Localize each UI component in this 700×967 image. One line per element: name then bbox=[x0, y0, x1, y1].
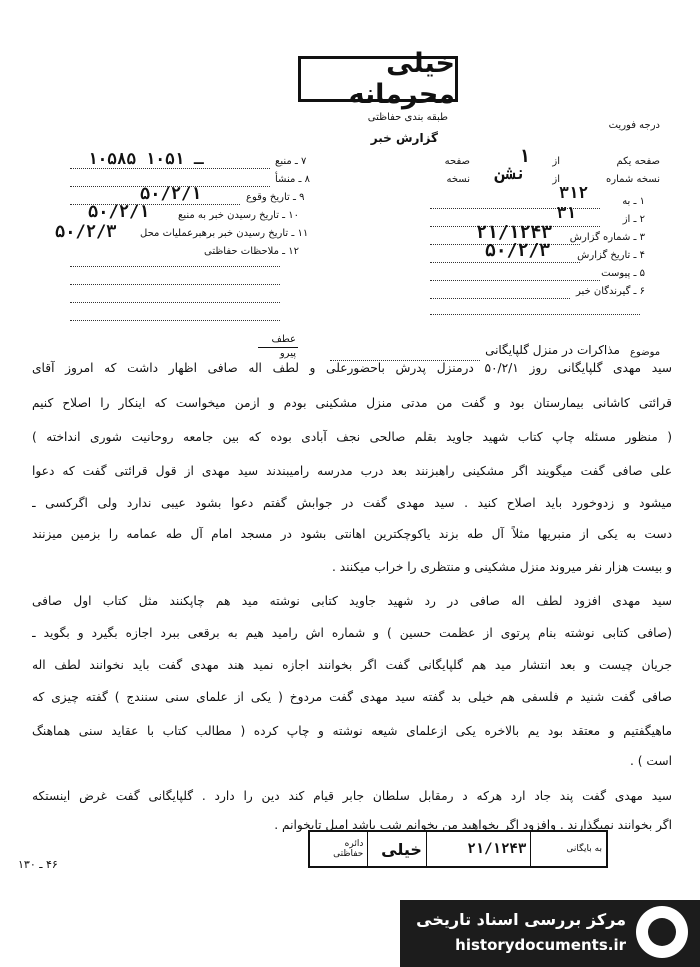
side-note-top: عطف bbox=[271, 334, 296, 345]
handwritten-to: ۳۱۲ bbox=[559, 183, 588, 202]
bottom-stamp bbox=[308, 830, 608, 868]
page-from: از bbox=[552, 156, 560, 167]
handwritten-page: ۱ bbox=[519, 146, 530, 167]
subject-text: مذاکرات در منزل گلپایگانی bbox=[485, 343, 620, 357]
classification-stamp: خیلی محرمانه bbox=[298, 56, 458, 102]
body-line: و بیست هزار نفر میروند منزل مشکینی و منتظری را خراب میکنند . bbox=[331, 560, 672, 574]
field-5-label: ۵ ـ پیوست bbox=[601, 268, 645, 279]
footer-org-name: مرکز بررسی اسناد تاریخی bbox=[416, 910, 626, 929]
handwritten-copy: نشن bbox=[495, 164, 526, 184]
handwritten-date-to-source: ۵۰/۲/۱ bbox=[88, 202, 150, 222]
report-title: گزارش خبر bbox=[370, 131, 438, 145]
field-8-label: ۸ ـ منشأ bbox=[275, 174, 311, 185]
body-line: سید مهدی افزود لطف اله صافی در رد شهید جاوید کتابی نوشته مید هم چاپکنند مثل کتاب اول صافی bbox=[32, 594, 672, 608]
handwritten-source: ۱۰۵۸۵ ـ ۱۰۵۱ bbox=[88, 149, 204, 168]
copy-from: از bbox=[552, 174, 560, 185]
field-7-label: ۷ ـ منبع bbox=[275, 156, 307, 167]
body-line: سید مهدی گلپایگانی روز ۵۰/۲/۱ درمنزل پدرش باحضورعلی و لطف اله صافی اظهار داشت که امروز آقای bbox=[32, 361, 672, 375]
handwritten-report-number: ۲۱/۱۲۴۳ bbox=[476, 222, 552, 243]
field-10-label: ۱۰ ـ تاریخ رسیدن خبر به منبع bbox=[178, 210, 300, 221]
field-2-label: ۲ ـ از bbox=[622, 214, 645, 225]
handwritten-occurrence-date: ۵۰/۲/۱ bbox=[140, 184, 202, 204]
field-12-label: ۱۲ ـ ملاحظات حفاظتی bbox=[204, 246, 299, 257]
archive-logo-icon bbox=[636, 906, 688, 958]
side-note-bottom: پیرو bbox=[279, 348, 296, 359]
page-sub: صفحه bbox=[444, 156, 470, 167]
footer-watermark bbox=[400, 900, 700, 967]
page-code: ۴۶ ـ ۱۳۰ bbox=[18, 858, 58, 871]
classification-label: طبقه بندی حفاظتی bbox=[367, 112, 448, 123]
body-line: است ) . bbox=[630, 754, 672, 768]
handwritten-from: ۳۱ bbox=[556, 203, 576, 222]
body-line: صافی گفت شنید م فلسفی هم خیلی بد گفته سید مهدی گفت مردوخ ( یکی از علمای سنی سنندج ) گفته چیزی که bbox=[32, 690, 672, 704]
page-label: صفحه یکم bbox=[616, 156, 660, 167]
bottom-stamp-sublabel: دائره حفاظتی bbox=[333, 839, 364, 859]
field-4-label: ۴ ـ تاریخ گزارش bbox=[577, 250, 645, 261]
subject-label: موضوع bbox=[630, 347, 661, 358]
field-3-label: ۳ ـ شماره گزارش bbox=[569, 232, 645, 243]
body-line: قرائتی کاشانی بیمارستان بود و گفت من مدتی منزل مشکینی بودم و ازمن میخواست که اینکار را اصلاح کنیم bbox=[32, 396, 672, 410]
priority-label: درجه فوریت bbox=[608, 120, 660, 131]
field-6-label: ۶ ـ گیرندگان خبر bbox=[575, 286, 645, 297]
field-11-label: ۱۱ ـ تاریخ رسیدن خبر برهبرعملیات محل bbox=[140, 228, 309, 239]
copy-sub: نسخه bbox=[446, 174, 470, 185]
field-9-label: ۹ ـ تاریخ وقوع bbox=[246, 192, 305, 203]
copy-label: نسخه شماره bbox=[606, 174, 660, 185]
field-1-label: ۱ ـ به bbox=[622, 196, 645, 207]
body-line: (صافی کتابی نوشته بنام پرتوی از عظمت حسین ) و شماره اش رامید هیم به برقعی ببرد اجازه بگیرد و بگوید ـ bbox=[32, 626, 672, 640]
bottom-stamp-note: به بایگانی bbox=[530, 832, 606, 866]
body-line: اگر بخوانند نمیگذارند . وافزود اگر بخواهید من بخوانم شب باشد امیل تابخوانم . bbox=[274, 818, 672, 832]
body-line: ماهیگفتیم و معتقد بود یم بالاخره یکی ازعلمای شیعه نوشته و چاپ کرده ( مطالب کتاب با عقاید سنی هماهنگ bbox=[32, 724, 672, 738]
footer-url: historydocuments.ir bbox=[455, 936, 626, 954]
body-line: علی صافی گفت میگویند اگر مشکینی راهبزنند بعد درب مدرسه رامیبندند سید مهدی از قول قرائتی گفت که دعوا bbox=[32, 464, 672, 478]
handwritten-date-to-chief: ۵۰/۲/۳ bbox=[55, 222, 117, 242]
body-line: جریان چیست و بعد انتشار مید هم گلپایگانی گفت اگر بخوانند اجازه نمید هند مهدی گفت باید نخوانند لطف اله bbox=[32, 658, 672, 672]
body-line: سید مهدی گفت پند جاد ارد هرکه د رمقابل سلطان جابر قیام کند دین را دارد . گلپایگانی گفت غرض اینستکه bbox=[32, 789, 672, 803]
body-line: دست به یکی از منبریها مثلاً آل طه بزند یاکوچکترین اهانتی بشود در مسجد امام آل طه عمامه را بزمین میزنند bbox=[32, 527, 672, 541]
bottom-stamp-label: خیلی bbox=[367, 832, 426, 866]
body-line: میشود و زدوخورد باید اصلاح کنید . سید مهدی گفت در جوابش گفتم دعوا بشود عیبی ندارد ولی اگرکسی ـ bbox=[32, 496, 672, 510]
bottom-stamp-number: ۲۱/۱۲۴۳ bbox=[426, 832, 530, 866]
handwritten-report-date: ۵۰/۲/۳ bbox=[484, 240, 550, 261]
body-line: ( منظور مسئله چاپ کتاب شهید جاوید بقلم صالحی نجف آبادی بوده که بین جامعه روحانیت شوری انداخته ) bbox=[32, 430, 672, 444]
